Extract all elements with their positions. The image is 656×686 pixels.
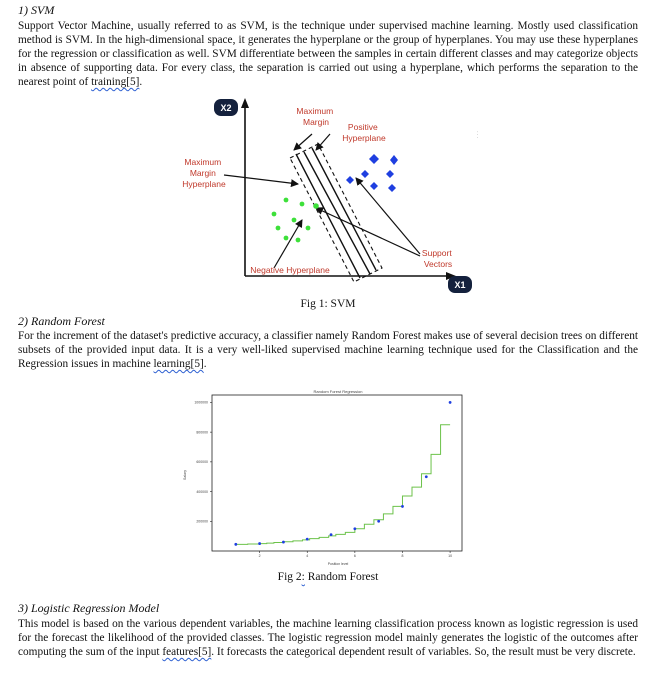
positive-point	[346, 176, 354, 184]
chart-series	[234, 401, 451, 546]
positive-hyperplane-label	[342, 122, 386, 143]
chart-title: Random Forest Regression	[313, 389, 363, 394]
data-point	[282, 541, 285, 544]
max-margin-label	[296, 106, 335, 127]
negative-point	[313, 203, 319, 209]
random-forest-paragraph-end: .	[203, 358, 207, 370]
data-point	[401, 505, 404, 508]
logistic-citation: features[5]	[162, 646, 212, 658]
x1-label: X1	[454, 280, 466, 290]
x-tick-label: 10	[448, 554, 453, 558]
positive-class-points	[346, 154, 398, 192]
negative-point	[306, 226, 311, 231]
step-line-series	[236, 425, 450, 545]
chart-y-ticks	[194, 401, 212, 524]
svm-y-axis-arrow	[241, 98, 249, 108]
svm-citation: training[5]	[91, 76, 140, 88]
svm-paragraph-text: Support Vector Machine, usually referred to as SVM, is the technique under supervised machine learning. Mostly used classification method is SVM. In the high-dimensional space, it generates the hyperplane or the group of hyperplanes. You may use these hyperplanes for the regression or classification as well. SVM differentiate between the samples in certain different classes and may categorize objects in absence of supporting data. For every class, the separation is carried out using a hyperplane, which performs the separation to the nearest point of	[18, 20, 638, 88]
max-margin-hyperplane-label-line: Maximum	[184, 157, 222, 167]
negative-point	[284, 198, 289, 203]
data-point	[330, 533, 333, 536]
negative-point	[296, 238, 301, 243]
data-point	[425, 475, 428, 478]
max-margin-arrow	[294, 134, 312, 150]
positive-point	[386, 170, 394, 178]
positive-point	[388, 184, 396, 192]
max-margin-hyperplane-label	[182, 157, 226, 189]
x-tick-label: 2	[258, 554, 261, 558]
positive-point	[390, 155, 398, 165]
random-forest-paragraph-text: For the increment of the dataset's predictive accuracy, a classifier namely Random Forest makes use of several decision trees on different subsets of the provided input data. It is a very well-liked supervised machine learning technique used for the Classification and the Regression issues in machine	[18, 330, 638, 370]
figure2-caption-text: Random Forest	[304, 571, 379, 583]
support-vectors-label-line: Vectors	[423, 259, 453, 269]
section-heading-svm: 1) SVM	[18, 3, 55, 17]
figure2-caption	[200, 570, 456, 584]
data-point	[306, 538, 309, 541]
chart-plot-area	[212, 395, 462, 551]
support-vector-arrow-positive	[356, 178, 420, 254]
y-tick-label: 1000000	[194, 400, 208, 405]
figure2-caption-label: Fig 2	[277, 571, 302, 583]
positive-point	[370, 182, 378, 190]
support-vector-arrow-negative	[316, 208, 420, 256]
max-margin-label-line: Margin	[303, 117, 329, 127]
negative-point	[284, 236, 289, 241]
data-point	[377, 520, 380, 523]
svm-paragraph-end: .	[139, 76, 143, 88]
data-point	[353, 527, 356, 530]
positive-hyperplane-label-line: Positive	[347, 122, 378, 132]
x-tick-label: 8	[401, 554, 404, 558]
svm-paragraph	[18, 19, 638, 89]
y-tick-label: 600000	[196, 460, 208, 465]
positive-point	[369, 154, 379, 164]
x-tick-label: 6	[353, 554, 356, 558]
chart-x-label: Position level	[327, 562, 349, 566]
logistic-paragraph-text: This model is based on the various dependent variables, the machine learning classification process known as logistic regression is used for the forecast the likelihood of the provided classes. The logistic regression model mainly generates the logistic of the outcomes after computing the sum of the input	[18, 618, 638, 658]
max-margin-hyperplane-line	[304, 152, 370, 274]
max-margin-hyperplane-label-line: Margin	[189, 168, 216, 178]
y-tick-label: 800000	[196, 430, 208, 435]
negative-hyperplane-line	[296, 154, 360, 278]
random-forest-citation: learning[5]	[153, 358, 204, 370]
chart-y-label: Salary	[183, 470, 187, 480]
section-heading-random-forest: 2) Random Forest	[18, 314, 105, 328]
negative-hyperplane-label: Negative Hyperplane	[250, 265, 330, 275]
y-tick-label: 400000	[196, 489, 208, 494]
negative-class-points	[272, 198, 319, 243]
negative-point	[276, 226, 281, 231]
positive-hyperplane-line	[312, 148, 376, 270]
negative-point	[300, 202, 305, 207]
margin-mark: · · ·	[474, 131, 479, 139]
positive-hyperplane-arrow	[316, 134, 330, 150]
section-heading-logistic-regression: 3) Logistic Regression Model	[18, 601, 160, 615]
x-tick-label: 4	[306, 554, 309, 558]
max-margin-hyperplane-arrow	[224, 175, 298, 184]
y-tick-label: 200000	[196, 519, 208, 524]
data-point	[449, 401, 452, 404]
figure1-caption: Fig 1: SVM	[300, 298, 356, 310]
max-margin-label-line: Maximum	[296, 106, 334, 116]
random-forest-chart	[170, 383, 470, 569]
data-point	[234, 543, 237, 546]
support-vectors-label-line: Support	[421, 248, 452, 258]
x2-label: X2	[220, 103, 232, 113]
chart-x-ticks	[259, 551, 452, 558]
max-margin-dashed-box	[290, 144, 382, 282]
max-margin-hyperplane-label-line: Hyperplane	[182, 179, 226, 189]
negative-point	[292, 218, 297, 223]
positive-point	[361, 170, 369, 178]
positive-hyperplane-label-line: Hyperplane	[342, 133, 386, 143]
figure2-caption-mark: :	[301, 571, 305, 583]
negative-point	[272, 212, 277, 217]
support-vectors-label	[422, 248, 454, 269]
svm-diagram	[170, 96, 490, 296]
logistic-paragraph-end: . It forecasts the categorical dependent result of variables. So, the result must be very discrete.	[211, 646, 636, 658]
random-forest-paragraph	[18, 329, 638, 371]
data-point	[258, 542, 261, 545]
logistic-regression-paragraph	[18, 617, 638, 659]
